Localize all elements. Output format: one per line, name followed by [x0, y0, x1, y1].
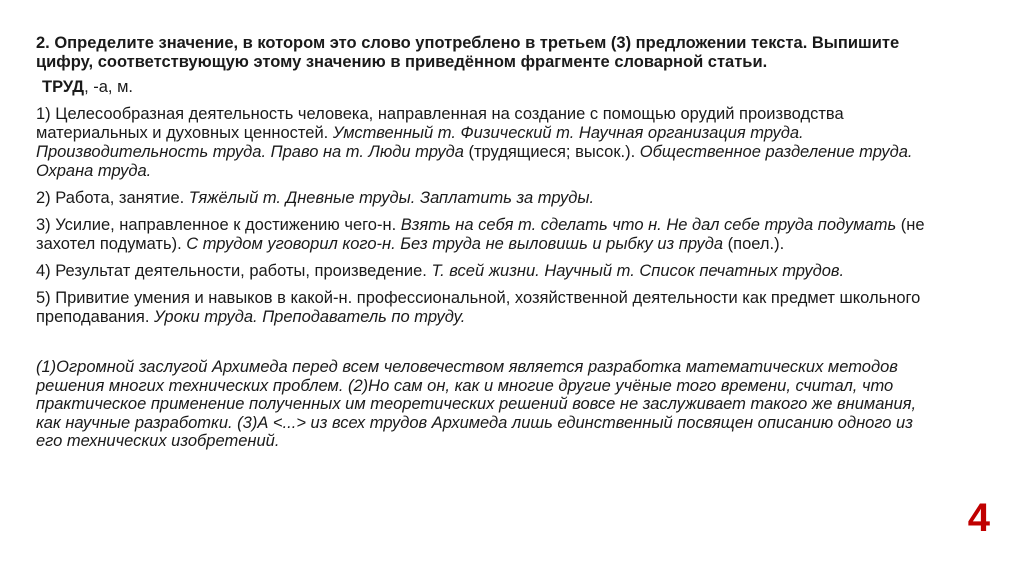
- slide-content: [36, 34, 936, 467]
- slide-number: 4: [967, 496, 990, 540]
- headword: ТРУД: [42, 78, 85, 96]
- task-instruction: 2. Определите значение, в котором это слово употреблено в третьем (3) предложении текста. Выпишите цифру, соответствующую этому значению в приведённом фрагменте словарной статьи.: [36, 34, 900, 71]
- sense-examples: Уроки труда. Преподаватель по труду.: [154, 308, 466, 326]
- entry-header: [42, 78, 936, 97]
- sense-note: (не захотел подумать).: [36, 216, 925, 253]
- sense-5: [36, 289, 936, 327]
- sense-number: 2): [36, 189, 56, 207]
- sense-examples: Взять на себя т. сделать что н. Не дал себе труда подумать: [400, 216, 897, 234]
- sense-definition: Усилие, направленное к достижению чего-н.: [55, 216, 401, 234]
- sense-note: (поел.).: [723, 235, 785, 253]
- sense-number: 5): [36, 289, 56, 307]
- sense-4: [36, 262, 936, 281]
- sense-definition: Целесообразная деятельность человека, направленная на создание с помощью орудий производства материальных и духовных ценностей.: [36, 105, 844, 142]
- sense-note: (трудящиеся; высок.).: [463, 143, 640, 161]
- sense-3: [36, 216, 936, 254]
- sense-examples: С трудом уговорил кого-н. Без труда не выловишь и рыбку из пруда: [186, 235, 724, 253]
- sense-examples: Тяжёлый т. Дневные труды. Заплатить за труды.: [188, 189, 595, 207]
- sense-definition: Работа, занятие.: [55, 189, 189, 207]
- sense-definition: Результат деятельности, работы, произведение.: [55, 262, 432, 280]
- sense-examples: Общественное разделение труда. Охрана труда.: [36, 143, 913, 180]
- grammar-note: , -а, м.: [84, 78, 133, 96]
- sense-number: 1): [36, 105, 56, 123]
- sense-2: [36, 189, 936, 208]
- sense-1: [36, 105, 936, 181]
- sense-examples: Т. всей жизни. Научный т. Список печатных трудов.: [431, 262, 845, 280]
- dictionary-entry: [36, 78, 936, 327]
- sense-definition: Привитие умения и навыков в какой-н. профессиональной, хозяйственной деятельности как предмет школьного преподавания.: [36, 289, 921, 326]
- text-fragment: (1)Огромной заслугой Архимеда перед всем человечеством является разработка математических методов решения многих технических проблем. (2)Но сам он, как и многие другие учёные того времени, считал, что практическое применение полученных им теоретических решений вовсе не заслуживает такого же внимания, как научные разработки. (3)А <...> из всех трудов Архимеда лишь единственный посвящен описанию одного из его технических изобретений.: [36, 358, 917, 450]
- sense-examples: Умственный т. Физический т. Научная организация труда. Производительность труда. Право на т. Люди труда: [36, 124, 804, 161]
- sense-number: 3): [36, 216, 56, 234]
- sense-number: 4): [36, 262, 56, 280]
